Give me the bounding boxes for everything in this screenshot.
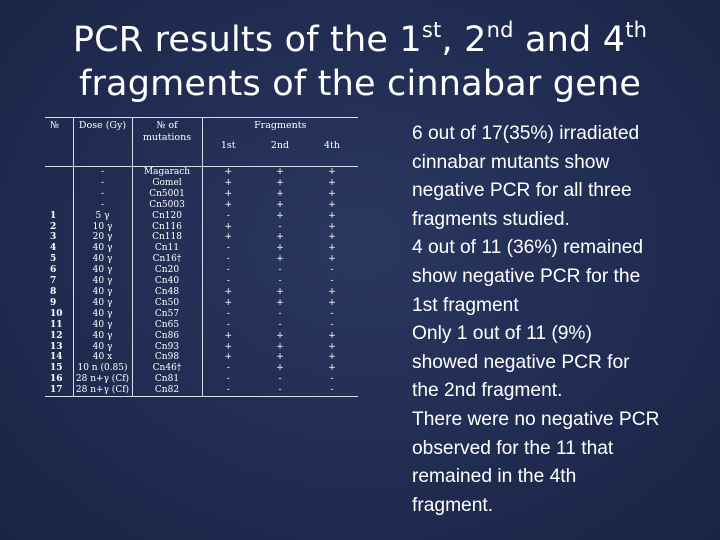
title-text-a: PCR results of the 1 bbox=[72, 20, 422, 60]
row-fragment-1st: + bbox=[202, 298, 254, 309]
row-fragment-4th: + bbox=[328, 363, 336, 374]
row-dose: 20 γ bbox=[73, 232, 132, 243]
table-row bbox=[45, 352, 358, 363]
row-fragment-2nd: + bbox=[276, 232, 284, 243]
pcr-results-table bbox=[45, 118, 358, 396]
row-fragment-1st: + bbox=[202, 178, 254, 189]
findings-line: remained in the 4th bbox=[412, 466, 577, 488]
table-row bbox=[45, 243, 358, 254]
table-row bbox=[45, 211, 358, 222]
slide-title bbox=[0, 18, 720, 106]
row-mutation: Cn57 bbox=[132, 309, 202, 320]
title-line-2: fragments of the cinnabar gene bbox=[78, 64, 642, 104]
row-number: 15 bbox=[50, 363, 63, 374]
findings-line: fragment. bbox=[412, 494, 494, 516]
header-dose: Dose (Gy) bbox=[73, 118, 132, 158]
row-fragment-2nd: - bbox=[278, 265, 282, 276]
row-fragment-1st: + bbox=[202, 232, 254, 243]
row-fragment-4th: + bbox=[328, 254, 336, 265]
row-fragment-2nd: + bbox=[276, 363, 284, 374]
row-fragment-2nd: - bbox=[278, 308, 282, 319]
row-dose: 40 γ bbox=[73, 342, 132, 353]
row-fragment-2nd: - bbox=[278, 374, 282, 385]
row-mutation: Cn116 bbox=[132, 222, 202, 233]
table-row bbox=[45, 342, 358, 353]
row-dose: 40 γ bbox=[73, 298, 132, 309]
table-row bbox=[45, 189, 358, 200]
row-number: 11 bbox=[50, 319, 63, 330]
header-mutations: № of mutations bbox=[132, 118, 202, 158]
row-mutation: Cn48 bbox=[132, 287, 202, 298]
row-fragment-1st: - bbox=[202, 385, 254, 396]
row-fragment-4th: - bbox=[330, 374, 334, 385]
header-fragment-2nd: 2nd bbox=[270, 140, 290, 151]
row-mutation: Cn11 bbox=[132, 243, 202, 254]
row-number: 6 bbox=[50, 265, 57, 276]
row-dose: 40 γ bbox=[73, 276, 132, 287]
row-number: 16 bbox=[50, 374, 63, 385]
row-fragment-2nd: + bbox=[276, 199, 284, 210]
row-mutation: Cn86 bbox=[132, 331, 202, 342]
row-number: 2 bbox=[50, 221, 57, 232]
row-fragment-2nd: + bbox=[276, 341, 284, 352]
findings-line: showed negative PCR for bbox=[412, 351, 630, 373]
pcr-table-wrapper bbox=[45, 117, 358, 397]
row-fragment-1st: - bbox=[202, 211, 254, 222]
row-fragment-1st: + bbox=[202, 167, 254, 178]
row-fragment-4th: - bbox=[330, 308, 334, 319]
findings-line: cinnabar mutants show bbox=[412, 151, 610, 173]
row-mutation: Cn40 bbox=[132, 276, 202, 287]
row-fragment-2nd: - bbox=[278, 385, 282, 396]
row-fragment-2nd: + bbox=[276, 330, 284, 341]
row-fragment-4th: + bbox=[328, 167, 336, 177]
row-dose: 10 n (0.85) bbox=[73, 363, 132, 374]
row-number bbox=[45, 200, 73, 211]
row-dose: - bbox=[73, 178, 132, 189]
table-row bbox=[45, 178, 358, 189]
row-fragment-1st: + bbox=[202, 331, 254, 342]
row-fragment-4th: + bbox=[328, 232, 336, 243]
row-mutation: Cn65 bbox=[132, 320, 202, 331]
table-row bbox=[45, 167, 358, 178]
row-mutation: Cn98 bbox=[132, 352, 202, 363]
title-text-b: , 2 bbox=[441, 20, 487, 60]
row-fragment-4th: - bbox=[330, 385, 334, 396]
row-fragment-1st: - bbox=[202, 265, 254, 276]
row-mutation: Cn118 bbox=[132, 232, 202, 243]
row-fragment-4th: + bbox=[328, 330, 336, 341]
row-mutation: Cn5003 bbox=[132, 200, 202, 211]
row-fragment-2nd: + bbox=[276, 243, 284, 254]
table-row bbox=[45, 298, 358, 309]
row-mutation: Cn120 bbox=[132, 211, 202, 222]
pcr-table-body bbox=[45, 167, 358, 397]
table-row bbox=[45, 320, 358, 331]
row-fragment-1st: - bbox=[202, 309, 254, 320]
row-dose: 28 n+γ (Cf) bbox=[73, 374, 132, 385]
row-fragment-2nd: + bbox=[276, 177, 284, 188]
table-row bbox=[45, 265, 358, 276]
title-sup-st: st bbox=[421, 18, 442, 42]
row-fragment-1st: + bbox=[202, 222, 254, 233]
findings-line: Only 1 out of 11 (9%) bbox=[412, 323, 592, 345]
row-fragment-4th: + bbox=[328, 297, 336, 308]
row-dose: 40 γ bbox=[73, 309, 132, 320]
findings-line: negative PCR for all three bbox=[412, 180, 632, 202]
row-number: 12 bbox=[50, 330, 63, 341]
row-number: 4 bbox=[50, 243, 57, 254]
row-mutation: Cn82 bbox=[132, 385, 202, 396]
row-fragment-1st: - bbox=[202, 320, 254, 331]
header-fragments: Fragments bbox=[202, 118, 358, 136]
row-dose: 40 x bbox=[73, 352, 132, 363]
row-fragment-1st: + bbox=[202, 287, 254, 298]
row-fragment-4th: + bbox=[328, 199, 336, 210]
row-fragment-4th: - bbox=[330, 276, 334, 287]
row-fragment-2nd: - bbox=[278, 221, 282, 232]
row-number bbox=[45, 167, 73, 178]
row-dose: 28 n+γ (Cf) bbox=[73, 385, 132, 396]
row-fragment-4th: - bbox=[330, 319, 334, 330]
row-fragment-4th: + bbox=[328, 188, 336, 199]
findings-line: 6 out of 17(35%) irradiated bbox=[412, 123, 640, 144]
title-text-c: and 4 bbox=[513, 20, 626, 60]
table-row bbox=[45, 309, 358, 320]
row-mutation: Cn50 bbox=[132, 298, 202, 309]
row-dose: 5 γ bbox=[73, 211, 132, 222]
row-fragment-4th: + bbox=[328, 286, 336, 297]
row-fragment-4th: + bbox=[328, 210, 336, 221]
row-fragment-2nd: - bbox=[278, 276, 282, 287]
row-number bbox=[45, 178, 73, 189]
row-mutation: Cn5001 bbox=[132, 189, 202, 200]
row-fragment-2nd: + bbox=[276, 167, 284, 177]
table-row bbox=[45, 232, 358, 243]
table-row bbox=[45, 287, 358, 298]
row-fragment-1st: - bbox=[202, 254, 254, 265]
row-dose: 40 γ bbox=[73, 320, 132, 331]
table-row bbox=[45, 276, 358, 287]
row-dose: - bbox=[73, 189, 132, 200]
row-fragment-2nd: + bbox=[276, 352, 284, 363]
row-number: 14 bbox=[50, 352, 63, 363]
row-number: 8 bbox=[50, 286, 57, 297]
title-sup-th: th bbox=[625, 18, 648, 42]
row-number: 17 bbox=[50, 385, 63, 396]
findings-line: observed for the 11 that bbox=[412, 437, 614, 459]
row-fragment-1st: - bbox=[202, 374, 254, 385]
row-fragment-4th: + bbox=[328, 243, 336, 254]
row-fragment-1st: + bbox=[202, 352, 254, 363]
row-fragment-2nd: + bbox=[276, 286, 284, 297]
row-number: 10 bbox=[50, 308, 63, 319]
table-row bbox=[45, 374, 358, 385]
row-number: 1 bbox=[50, 210, 57, 221]
row-mutation: Cn20 bbox=[132, 265, 202, 276]
row-number: 7 bbox=[50, 276, 57, 287]
header-no: № bbox=[50, 120, 59, 131]
row-mutation: Cn93 bbox=[132, 342, 202, 353]
header-fragment-4th: 4th bbox=[324, 140, 340, 151]
findings-text bbox=[412, 120, 712, 520]
row-number: 5 bbox=[50, 254, 57, 265]
table-row bbox=[45, 331, 358, 342]
row-dose: - bbox=[73, 167, 132, 178]
row-fragment-1st: - bbox=[202, 363, 254, 374]
row-fragment-2nd: + bbox=[276, 254, 284, 265]
row-dose: 10 γ bbox=[73, 222, 132, 233]
row-mutation: Cn16† bbox=[132, 254, 202, 265]
table-row bbox=[45, 200, 358, 211]
row-fragment-4th: + bbox=[328, 221, 336, 232]
row-fragment-2nd: + bbox=[276, 210, 284, 221]
row-number: 9 bbox=[50, 297, 57, 308]
row-mutation: Cn46† bbox=[132, 363, 202, 374]
row-fragment-2nd: + bbox=[276, 188, 284, 199]
findings-line: There were no negative PCR bbox=[412, 408, 660, 430]
row-number bbox=[45, 189, 73, 200]
table-row bbox=[45, 254, 358, 265]
findings-line: the 2nd fragment. bbox=[412, 380, 563, 402]
findings-line: fragments studied. bbox=[412, 208, 570, 230]
table-row bbox=[45, 222, 358, 233]
row-fragment-1st: - bbox=[202, 243, 254, 254]
title-line-1 bbox=[0, 18, 720, 62]
findings-line: show negative PCR for the bbox=[412, 265, 641, 287]
row-number: 13 bbox=[50, 341, 63, 352]
row-dose: 40 γ bbox=[73, 287, 132, 298]
row-fragment-1st: - bbox=[202, 276, 254, 287]
row-fragment-1st: + bbox=[202, 189, 254, 200]
row-dose: - bbox=[73, 200, 132, 211]
table-row bbox=[45, 363, 358, 374]
findings-line: 1st fragment bbox=[412, 294, 519, 316]
row-mutation: Magarach bbox=[132, 167, 202, 178]
row-fragment-1st: + bbox=[202, 342, 254, 353]
row-fragment-2nd: + bbox=[276, 297, 284, 308]
findings-line: 4 out of 11 (36%) remained bbox=[412, 237, 644, 259]
row-dose: 40 γ bbox=[73, 243, 132, 254]
row-fragment-4th: + bbox=[328, 177, 336, 188]
row-dose: 40 γ bbox=[73, 254, 132, 265]
title-sup-nd: nd bbox=[486, 18, 514, 42]
row-dose: 40 γ bbox=[73, 265, 132, 276]
row-fragment-4th: - bbox=[330, 265, 334, 276]
row-fragment-2nd: - bbox=[278, 319, 282, 330]
row-mutation: Gomel bbox=[132, 178, 202, 189]
row-number: 3 bbox=[50, 232, 57, 243]
header-fragment-1st: 1st bbox=[202, 136, 254, 158]
row-fragment-4th: + bbox=[328, 352, 336, 363]
row-fragment-4th: + bbox=[328, 341, 336, 352]
row-mutation: Cn81 bbox=[132, 374, 202, 385]
table-row bbox=[45, 385, 358, 396]
row-dose: 40 γ bbox=[73, 331, 132, 342]
row-fragment-1st: + bbox=[202, 200, 254, 211]
